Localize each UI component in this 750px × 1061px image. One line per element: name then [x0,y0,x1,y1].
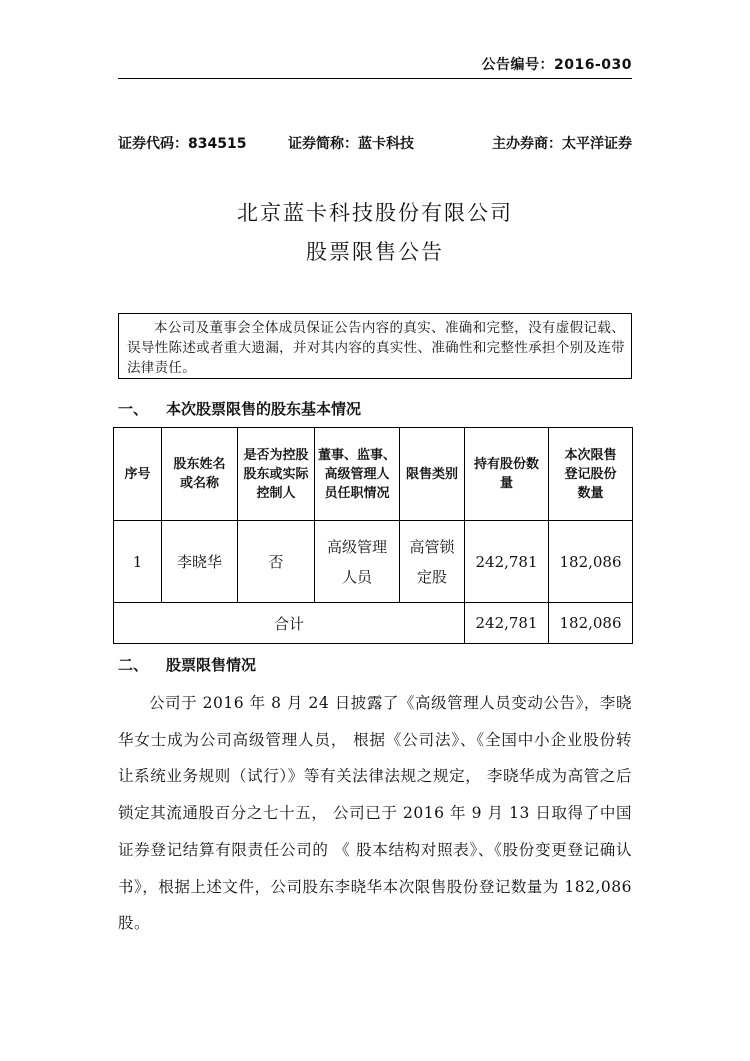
header-position: 董事、监事、 高级管理人 员任职情况 [315,428,400,521]
table-row [114,521,633,603]
table-total-row [114,603,633,644]
company-title: 北京蓝卡科技股份有限公司 [237,201,513,225]
header-held-shares: 持有股份数 量 [465,428,549,521]
header-controller: 是否为控股 股东或实际 控制人 [238,428,315,521]
total-label: 合计 [114,603,465,644]
total-held-shares: 242,781 [465,603,549,644]
header-divider [118,78,632,79]
restriction-paragraph: 公司于 2016 年 8 月 24 日披露了《高级管理人员变动公告》，李晓华女士成为公司高级管理人员， 根据《公司法》、《全国中小企业股份转让系统业务规则（试行）》等有关法律法规之规定， 李晓华成为高管之后锁定其流通股百分之七十五， 公司已于 2016 年 9 月 13 日取得了中国证券登记结算有限责任公司的 《 股本结构对照表》、《股份变更登记确认书》，根据上述文件，公司股东李晓华本次限售股份登记数量为 182,086 股。 [118,694,632,933]
row-controller: 否 [238,521,315,603]
header-no: 序号 [114,428,162,521]
row-category: 高管锁 定股 [400,521,465,603]
announcement-number: 公告编号：2016-030 [481,57,632,73]
row-position: 高级管理 人员 [315,521,400,603]
header-restricted-shares: 本次限售 登记股份 数量 [549,428,633,521]
row-restricted-shares: 182,086 [549,521,633,603]
sponsor-broker: 主办券商：太平洋证券 [492,136,632,152]
section-1-title: 本次股票限售的股东基本情况 [166,400,362,418]
header-name: 股东姓名 或名称 [162,428,238,521]
total-restricted-shares: 182,086 [549,603,633,644]
section-2-heading [118,654,256,675]
row-name: 李晓华 [162,521,238,603]
board-statement-box: 本公司及董事会全体成员保证公告内容的真实、准确和完整，没有虚假记载、误导性陈述或者重大遗漏，并对其内容的真实性、准确性和完整性承担个别及连带法律责任。 [118,313,632,379]
table-header-row [114,428,633,521]
row-no: 1 [114,521,162,603]
row-held-shares: 242,781 [465,521,549,603]
security-code: 证券代码：834515 [118,136,247,152]
section-1-number: 一、 [118,400,149,418]
header-category: 限售类别 [400,428,465,521]
section-2-number: 二、 [118,656,149,674]
section-2-title: 股票限售情况 [166,656,257,674]
section-1-heading [118,398,361,419]
shareholder-table [113,427,633,644]
security-short-name: 证券简称：蓝卡科技 [288,136,414,152]
document-title: 股票限售公告 [306,240,444,264]
